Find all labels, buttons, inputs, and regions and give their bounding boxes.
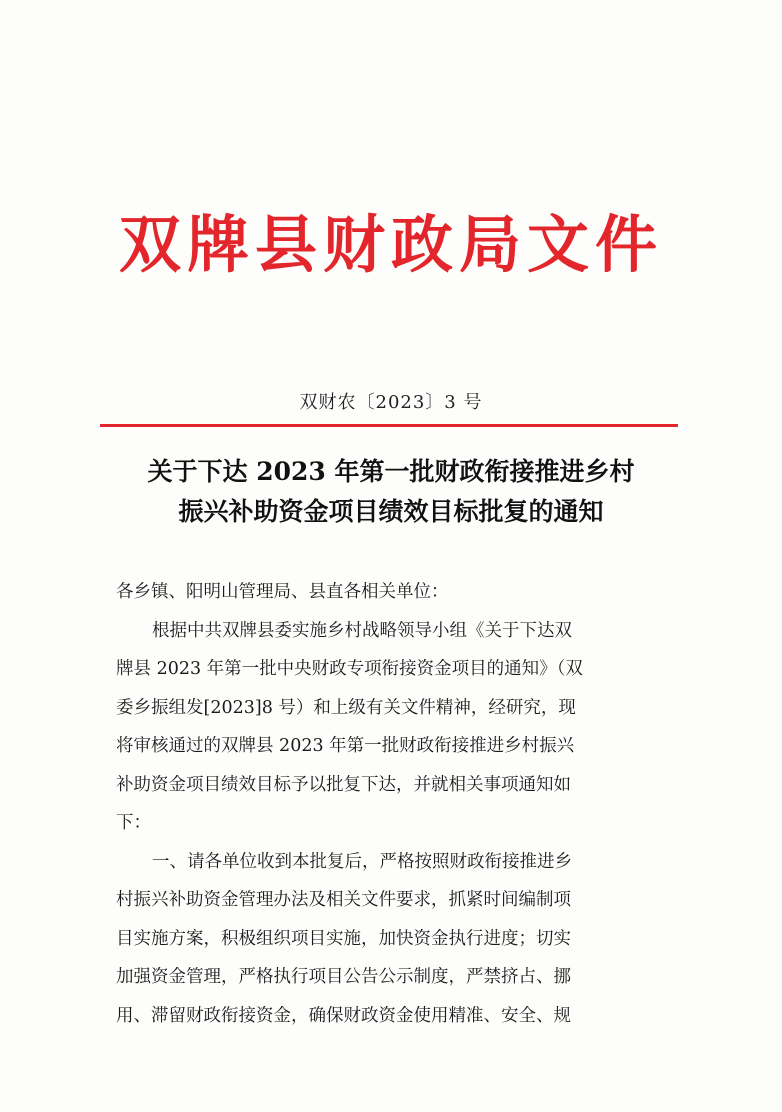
paragraph-1-line: 下： [116,813,151,833]
red-divider-line [100,424,678,427]
paragraph-1-line: 补助资金项目绩效目标予以批复下达，并就相关事项通知如 [116,774,571,795]
paragraph-2-line: 一、请各单位收到本批复后，严格按照财政衔接推进乡 [152,851,572,872]
masthead-title: 双牌县财政局文件 [118,208,663,281]
paragraph-1-line: 委乡振组发[2023]8 号）和上级有关文件精神，经研究，现 [116,697,576,718]
paragraph-1-line: 将审核通过的双牌县 2023 年第一批财政衔接推进乡村振兴 [116,736,575,756]
document-body [116,573,672,1035]
notice-title-line-1: 关于下达 2023 年第一批财政衔接推进乡村 [147,457,635,486]
paragraph-1-line: 牌县 2023 年第一批中央财政专项衔接资金项目的通知》（双 [116,659,583,679]
notice-title [60,452,722,532]
document-number: 双财农〔2023〕3 号 [299,392,483,413]
paragraph-2-line: 加强资金管理，严格执行项目公告公示制度，严禁挤占、挪 [116,967,571,987]
paragraph-2-line: 目实施方案，积极组织项目实施，加快资金执行进度；切实 [116,928,571,949]
paragraph-1-line: 根据中共双牌县委实施乡村战略领导小组《关于下达双 [152,620,572,641]
addressee-line: 各乡镇、阳明山管理局、县直各相关单位： [116,582,449,602]
paragraph-2-line: 村振兴补助资金管理办法及相关文件要求，抓紧时间编制项 [116,890,571,910]
paragraph-2-line: 用、滞留财政衔接资金，确保财政资金使用精准、安全、规 [116,1005,571,1026]
notice-title-line-2: 振兴补助资金项目绩效目标批复的通知 [178,497,604,526]
